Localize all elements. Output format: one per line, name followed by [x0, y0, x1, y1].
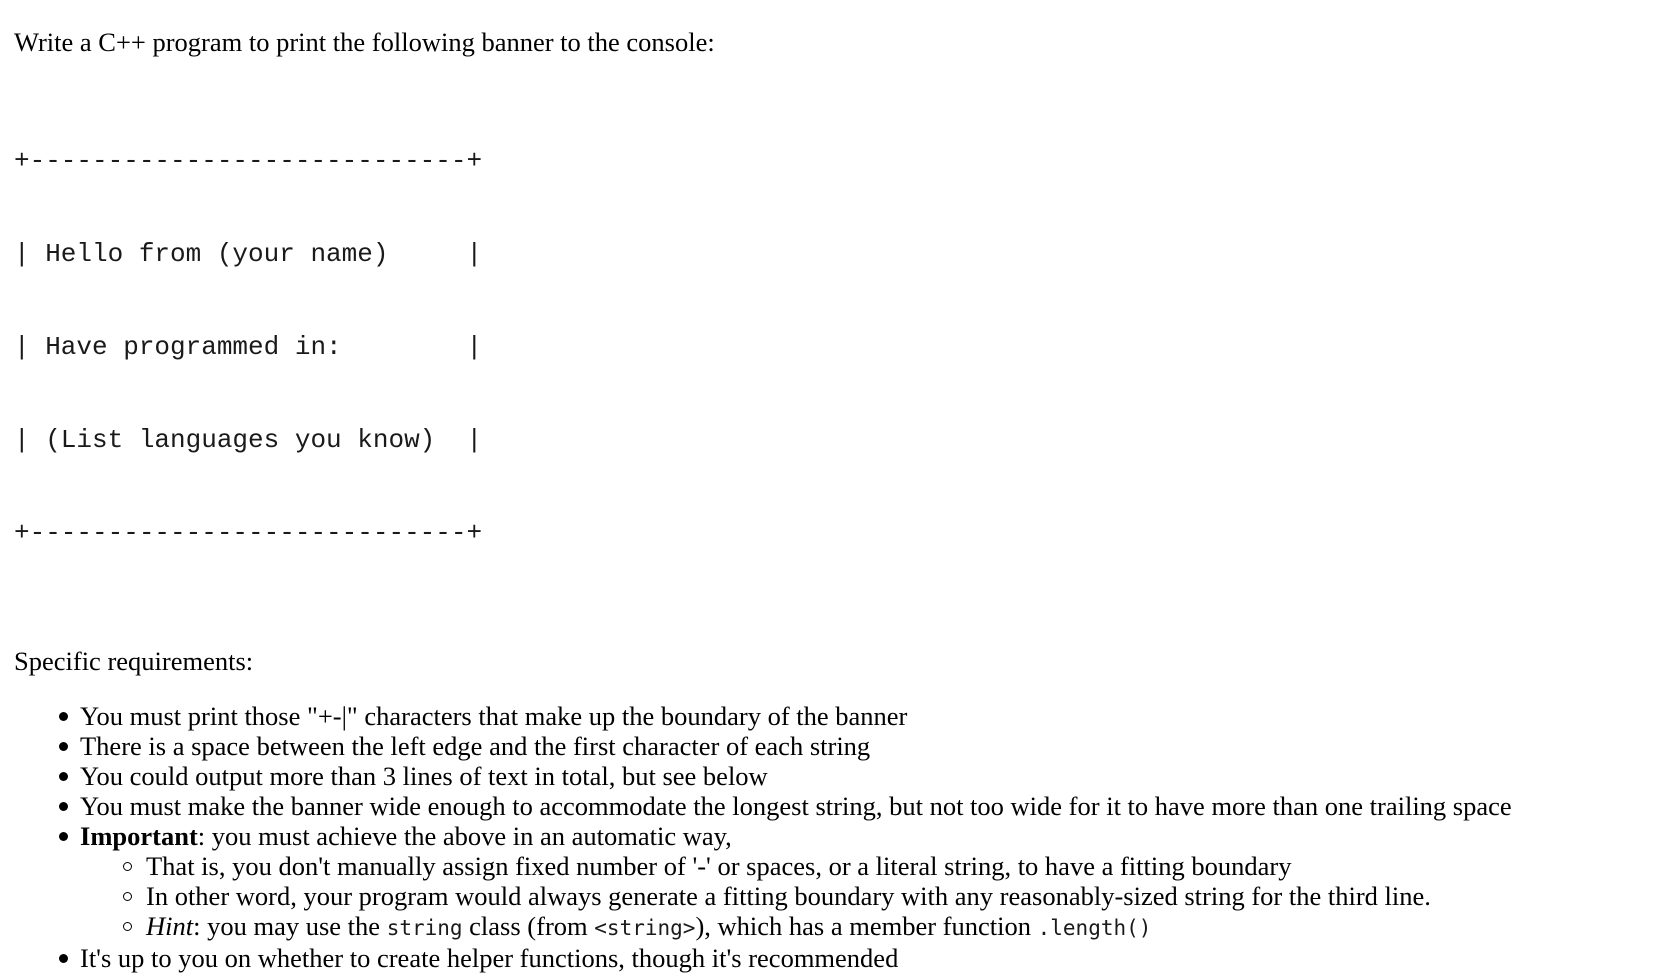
requirement-text: You must make the banner wide enough to accommodate the longest string, but not too wide for it to have more than one trailing space — [80, 791, 1512, 821]
list-item — [14, 731, 1654, 761]
bullet-icon — [59, 712, 68, 721]
requirement-text: There is a space between the left edge and the first character of each string — [80, 731, 871, 761]
list-item — [14, 943, 1654, 973]
string-class-code: string — [386, 916, 463, 940]
circle-bullet-icon — [123, 862, 132, 871]
list-item — [14, 791, 1654, 821]
list-item — [14, 701, 1654, 731]
banner-line-languages: | (List languages you know) | — [14, 425, 483, 455]
sub-list-item — [14, 911, 1654, 943]
requirements-heading: Specific requirements: — [14, 646, 254, 676]
list-item — [14, 821, 1654, 943]
requirement-text: You must print those "+-|" characters that make up the boundary of the banner — [80, 701, 908, 731]
hint-text-part: : you may use the — [193, 911, 387, 941]
circle-bullet-icon — [123, 922, 132, 931]
bullet-icon — [59, 832, 68, 841]
list-item — [14, 761, 1654, 791]
important-label: Important — [80, 821, 198, 851]
intro-paragraph: Write a C++ program to print the following banner to the console: — [14, 27, 715, 57]
requirement-text: : you must achieve the above in an automatic way, — [197, 821, 732, 851]
bullet-icon — [59, 742, 68, 751]
banner-top-border: +----------------------------+ — [14, 146, 483, 176]
hint-text-part: ), which has a member function — [695, 911, 1038, 941]
requirements-list — [14, 701, 1654, 973]
hint-label: Hint — [146, 911, 194, 941]
requirement-text: It's up to you on whether to create helper functions, though it's recommended — [80, 943, 899, 973]
sub-list-item — [14, 881, 1654, 911]
important-sublist — [80, 851, 1654, 943]
hint-text-part: class (from — [462, 911, 595, 941]
banner-example — [14, 84, 1654, 611]
banner-line-hello: | Hello from (your name) | — [14, 239, 483, 269]
assignment-document — [14, 24, 1654, 973]
bullet-icon — [59, 772, 68, 781]
length-function-code: .length() — [1037, 916, 1152, 940]
sub-requirement-text: In other word, your program would always generate a fitting boundary with any reasonably-sized string for the third line. — [146, 881, 1431, 911]
bullet-icon — [59, 802, 68, 811]
sub-requirement-text: That is, you don't manually assign fixed number of '-' or spaces, or a literal string, to have a fitting boundary — [146, 851, 1292, 881]
banner-bottom-border: +----------------------------+ — [14, 518, 483, 548]
banner-line-programmed: | Have programmed in: | — [14, 332, 483, 362]
string-header-code: <string> — [594, 916, 696, 940]
circle-bullet-icon — [123, 892, 132, 901]
requirement-text: You could output more than 3 lines of text in total, but see below — [80, 761, 768, 791]
bullet-icon — [59, 954, 68, 963]
sub-list-item — [14, 851, 1654, 881]
